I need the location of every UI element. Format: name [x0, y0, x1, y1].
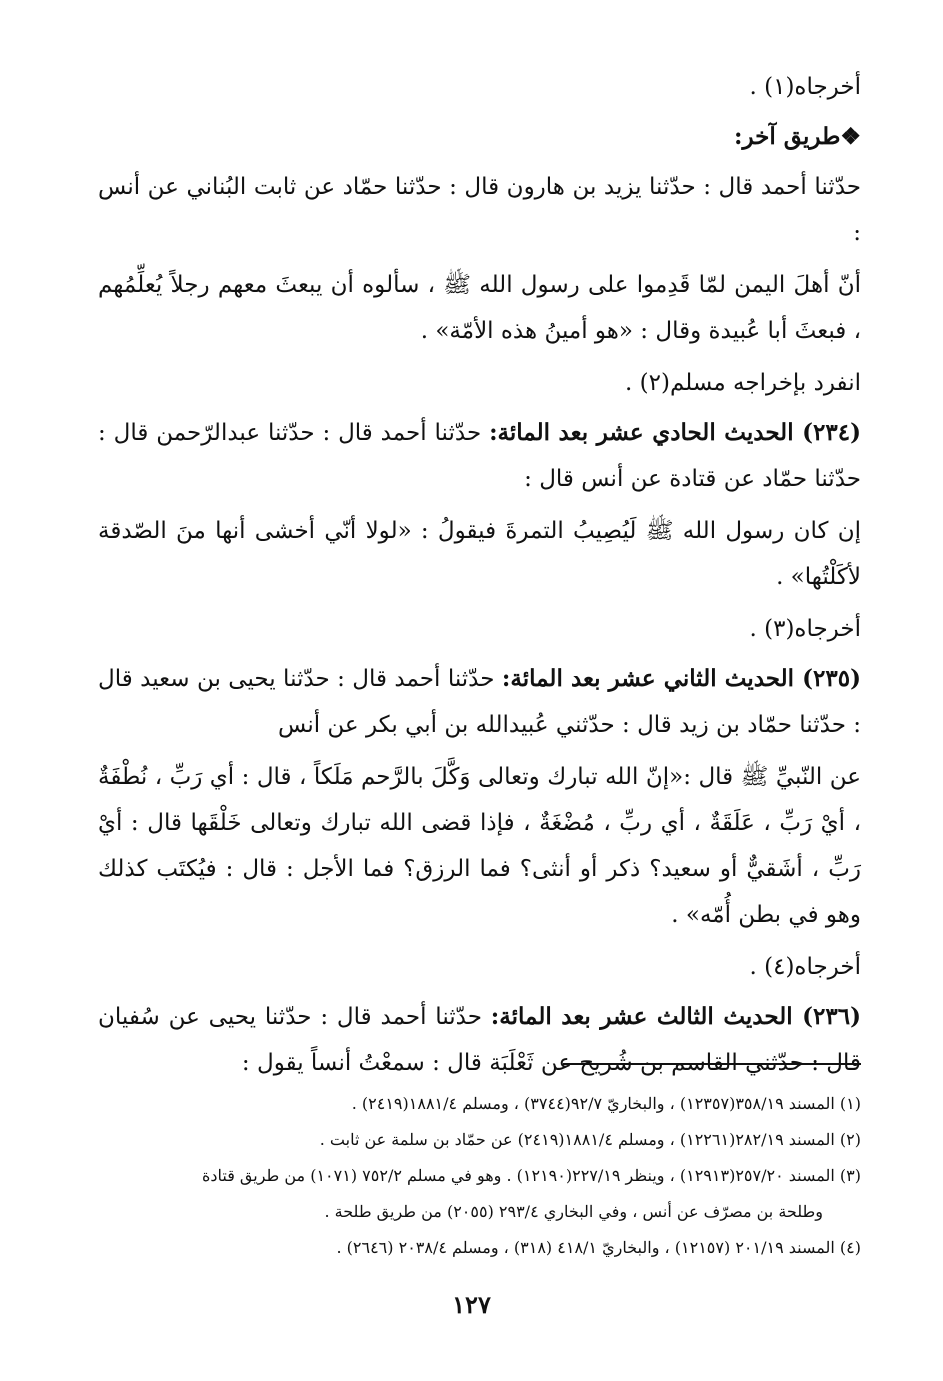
paragraph-hadith-text: أنّ أهلَ اليمن لمّا قَدِموا على رسول الله ﷺ ، سألوه أن يبعثَ معهم رجلاً يُعلِّمُهم ، فبعثَ أبا عُبيدة وقال : «هو أمينُ هذه الأمّة» . — [98, 272, 861, 344]
hadith-236 — [98, 994, 861, 1086]
paragraph-akhrajah-3: أخرجاه(٣) . — [749, 616, 861, 642]
hadith-isnad-234: حدّثنا أحمد قال : حدّثنا عبدالرّحمن قال : حدّثنا حمّاد عن قتادة عن أنس قال : — [98, 420, 861, 492]
footnote-3: (٣) المسند ٢٥٧/٢٠(١٢٩١٣) ، وينظر ٢٢٧/١٩(١٢١٩٠) . وهو في مسلم ٧٥٢/٢ (١٠٧١) من طريق قتادة — [201, 1166, 861, 1185]
hadith-235 — [98, 656, 861, 748]
hadith-234 — [98, 410, 861, 502]
paragraph-akhrajah-1: أخرجاه(١) . — [749, 74, 861, 100]
footnote-4: (٤) المسند ٢٠١/١٩ (١٢١٥٧) ، والبخاريّ ٤١٨/١ (٣١٨) ، ومسلم ٢٠٣٨/٤ (٢٦٤٦) . — [336, 1238, 861, 1257]
page-number: ١٢٧ — [452, 1290, 491, 1319]
main-text — [98, 64, 861, 1092]
hadith-isnad-235: حدّثنا أحمد قال : حدّثنا يحيى بن سعيد قال : حدّثنا حمّاد بن زيد قال : حدّثني عُبيدالله بن أبي بكر عن أنس — [98, 666, 861, 738]
footnotes — [98, 1086, 861, 1266]
footnote-2: (٢) المسند ٢٨٢/١٩(١٢٢٦١) ، ومسلم ١٨٨١/٤(٢٤١٩) عن حمّاد بن سلمة عن ثابت . — [319, 1130, 861, 1149]
hadith-heading-235: (٢٣٥) الحديث الثاني عشر بعد المائة: — [501, 665, 861, 692]
section-heading-tariq-akhar: ❖طريق آخر: — [734, 123, 861, 150]
hadith-isnad-236: حدّثنا أحمد قال : حدّثنا يحيى عن سُفيان قال : حدّثني القاسم بن شُريح عن ثَعْلَبَة قال : سمعْتُ أنساً يقول : — [98, 1004, 861, 1076]
hadith-heading-234: (٢٣٤) الحديث الحادي عشر بعد المائة: — [489, 419, 861, 446]
paragraph-hadith-235-text: عن النّبيِّ ﷺ قال :«إنّ الله تبارك وتعالى وَكَّلَ بالرَّحم مَلَكاً ، قال : أي رَبِّ ، نُطْفَةٌ ، أيْ رَبِّ ، عَلَقَةٌ ، أي ربِّ ، مُضْغَةٌ ، فإذا قضى الله تبارك وتعالى خَلْقَها قال : أيْ رَبِّ ، أشَقيٌّ أو سعيد؟ ذكر أو أنثى؟ فما الرزق؟ فما الأجل : قال : فيُكتَب كذلك وهو في بطن أُمّه» . — [98, 764, 861, 928]
paragraph-hadith-234-text: إن كان رسول الله ﷺ لَيُصِيبُ التمرةَ فيقولُ : «لولا أنّي أخشى أنها منَ الصّدقة لأكَلْتُها» . — [98, 518, 861, 590]
footnote-1: (١) المسند ٣٥٨/١٩(١٢٣٥٧) ، والبخاريّ ٩٢/٧(٣٧٤٤) ، ومسلم ١٨٨١/٤(٢٤١٩) . — [351, 1094, 861, 1113]
paragraph-akhrajah-4: أخرجاه(٤) . — [749, 954, 861, 980]
footnote-3-continuation: وطلحة بن مصرّف عن أنس ، وفي البخاري ٢٩٣/٤ (٢٠٥٥) من طريق طلحة . — [324, 1202, 823, 1221]
paragraph-infarada: انفرد بإخراجه مسلم(٢) . — [625, 370, 861, 396]
hadith-heading-236: (٢٣٦) الحديث الثالث عشر بعد المائة: — [490, 1003, 861, 1030]
paragraph-isnad: حدّثنا أحمد قال : حدّثنا يزيد بن هارون قال : حدّثنا حمّاد عن ثابت البُناني عن أنس : — [98, 174, 861, 246]
footnote-divider — [563, 1063, 861, 1065]
